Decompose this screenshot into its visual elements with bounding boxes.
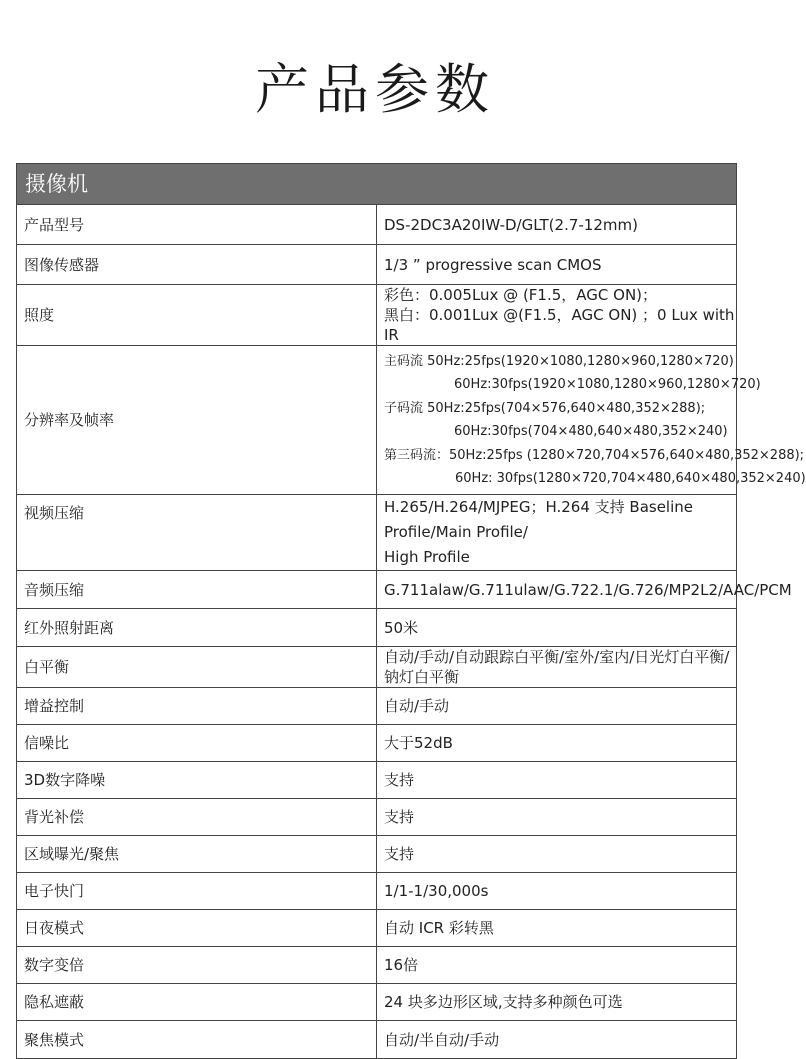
row-label: 音频压缩 [17, 571, 377, 609]
row-value: 1/1-1/30,000s [377, 873, 737, 910]
row-label: 背光补偿 [17, 799, 377, 836]
row-value: 自动/手动 [377, 688, 737, 725]
value-line: High Profile [384, 548, 470, 566]
row-value: 1/3 ” progressive scan CMOS [377, 245, 737, 285]
table-row [17, 947, 737, 984]
table-row [17, 285, 737, 346]
spec-table [16, 163, 806, 1059]
table-row [17, 799, 737, 836]
row-value: 支持 [377, 762, 737, 799]
row-value [377, 346, 806, 495]
section-header [17, 164, 737, 205]
page-title: 产品参数 [255, 58, 495, 121]
table-row [17, 245, 737, 285]
row-label: 图像传感器 [17, 245, 377, 285]
table-row [17, 725, 737, 762]
value-line: 60Hz:30fps(1920×1080,1280×960,1280×720) [454, 377, 761, 392]
row-label: 区域曝光/聚焦 [17, 836, 377, 873]
row-value: 支持 [377, 799, 737, 836]
row-value: 24 块多边形区域,支持多种颜色可选 [377, 984, 737, 1021]
value-line: 60Hz:30fps(704×480,640×480,352×240) [454, 424, 728, 439]
table-row [17, 609, 737, 647]
value-line: H.265/H.264/MJPEG；H.264 支持 Baseline Profile/Main Profile/ [384, 498, 693, 541]
row-value: 16倍 [377, 947, 737, 984]
row-label: 红外照射距离 [17, 609, 377, 647]
row-label: 数字变倍 [17, 947, 377, 984]
row-label: 增益控制 [17, 688, 377, 725]
row-value: 自动/半自动/手动 [377, 1021, 737, 1059]
row-label: 白平衡 [17, 647, 377, 688]
row-label: 分辨率及帧率 [17, 346, 377, 495]
row-value: DS-2DC3A20IW-D/GLT(2.7-12mm) [377, 205, 737, 245]
value-line: 第三码流：50Hz:25fps (1280×720,704×576,640×480,352×288); [384, 447, 805, 463]
row-value: 50米 [377, 609, 737, 647]
row-label: 电子快门 [17, 873, 377, 910]
table-row [17, 688, 737, 725]
row-value: 支持 [377, 836, 737, 873]
value-line: 60Hz: 30fps(1280×720,704×480,640×480,352×240) [455, 471, 806, 486]
table-row [17, 647, 737, 688]
row-label: 日夜模式 [17, 910, 377, 947]
table-row [17, 836, 737, 873]
row-value: 大于52dB [377, 725, 737, 762]
row-label: 3D数字降噪 [17, 762, 377, 799]
row-value [377, 495, 737, 571]
row-value: G.711alaw/G.711ulaw/G.722.1/G.726/MP2L2/AAC/PCM [377, 571, 737, 609]
row-label: 隐私遮蔽 [17, 984, 377, 1021]
table-row [17, 205, 737, 245]
table-row [17, 495, 737, 571]
row-value: 自动/手动/自动跟踪白平衡/室外/室内/日光灯白平衡/钠灯白平衡 [377, 647, 737, 688]
table-row [17, 571, 737, 609]
value-line: 彩色：0.005Lux @ (F1.5，AGC ON)； [384, 286, 658, 304]
table-row [17, 1021, 737, 1059]
row-label: 照度 [17, 285, 377, 346]
row-label: 聚焦模式 [17, 1021, 377, 1059]
row-label: 产品型号 [17, 205, 377, 245]
value-line: 主码流 50Hz:25fps(1920×1080,1280×960,1280×720) [384, 353, 734, 369]
table-row [17, 984, 737, 1021]
value-line: 子码流 50Hz:25fps(704×576,640×480,352×288); [384, 400, 706, 416]
row-value: 自动 ICR 彩转黑 [377, 910, 737, 947]
table-row [17, 873, 737, 910]
value-line: 黑白：0.001Lux @(F1.5，AGC ON) ；0 Lux with IR [384, 306, 735, 344]
table-row [17, 762, 737, 799]
table-row [17, 346, 737, 495]
row-label: 视频压缩 [17, 495, 377, 571]
row-value [377, 285, 737, 346]
section-title: 摄像机 [17, 164, 737, 205]
row-label: 信噪比 [17, 725, 377, 762]
table-row [17, 910, 737, 947]
